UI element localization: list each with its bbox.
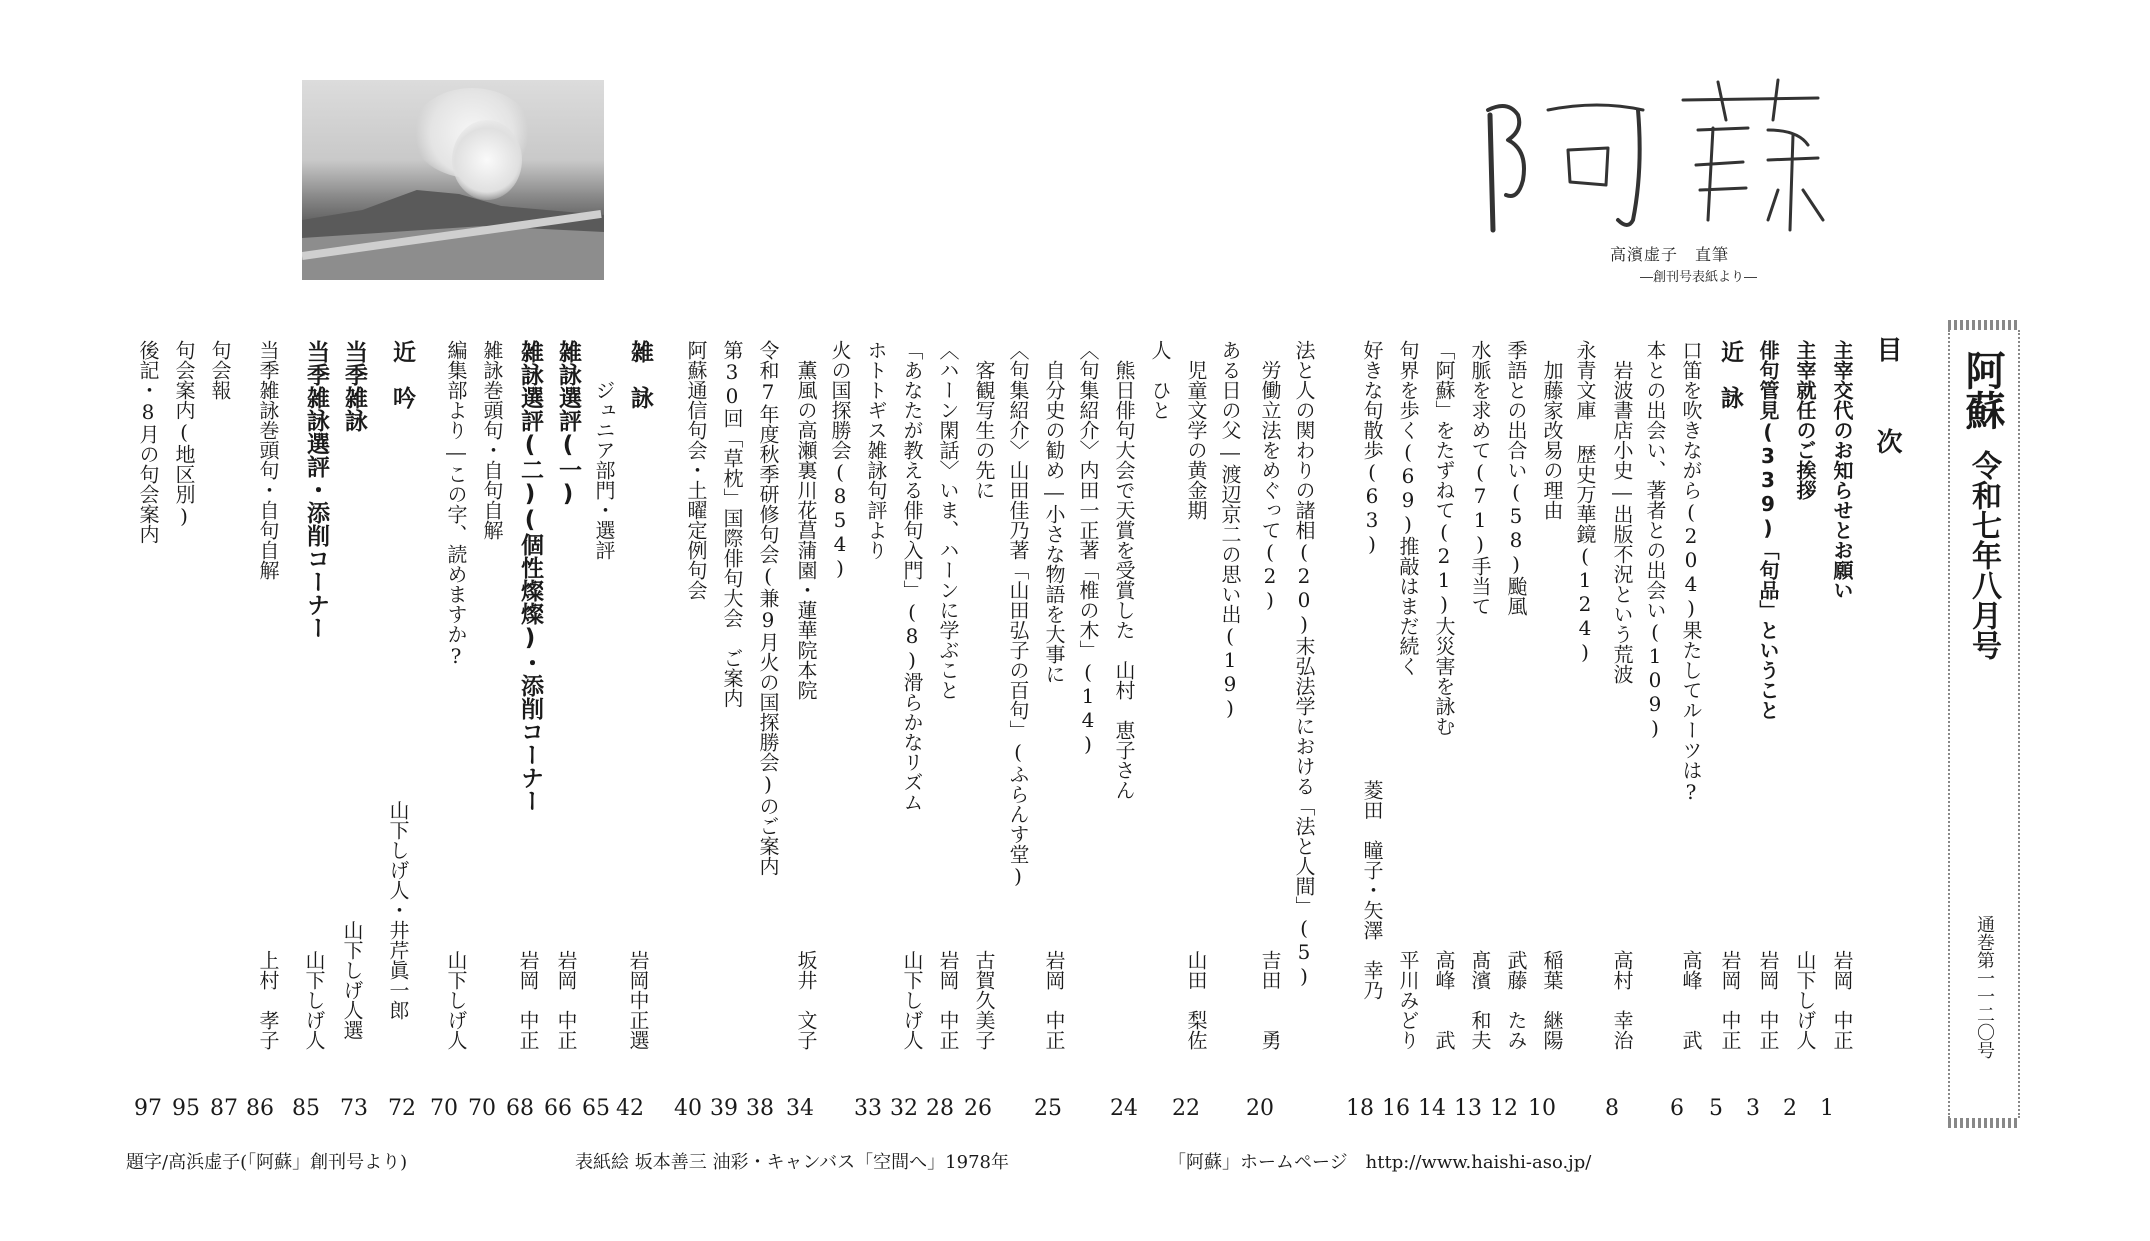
- page-number: 85: [292, 1096, 320, 1121]
- toc-author: 岩岡 中正: [554, 950, 578, 1050]
- toc-title[interactable]: 〈ハーン閑話〉いま、ハーンに学ぶこと: [936, 340, 960, 700]
- calligraphy-logo: [1468, 70, 1838, 240]
- page-number: 87: [210, 1096, 238, 1121]
- page-number: 42: [616, 1096, 644, 1121]
- toc-title[interactable]: 「阿蘇」をたずねて(21)大災害を詠む: [1432, 340, 1456, 736]
- page-number: 40: [674, 1096, 702, 1121]
- page-number: 18: [1346, 1096, 1374, 1121]
- toc-title[interactable]: 編集部より―この字、読めますか?: [444, 340, 468, 668]
- page-number: 26: [964, 1096, 992, 1121]
- toc-author: 山下しげ人・井芹眞一郎: [386, 800, 410, 1020]
- toc-author: 高峰 武: [1679, 950, 1703, 1050]
- page-number: 2: [1783, 1096, 1797, 1121]
- page-number: 10: [1528, 1096, 1556, 1121]
- issue-label: 令和七年八月号: [1966, 450, 2001, 660]
- page-number: 24: [1110, 1096, 1138, 1121]
- toc-author: 岩岡 中正: [1830, 950, 1854, 1050]
- toc-author: 髙濱 和夫: [1468, 950, 1492, 1050]
- toc-subtitle: 薫風の高瀬裏川花菖蒲園・蓮華院本院: [794, 360, 818, 700]
- toc-author: 岩岡 中正: [1756, 950, 1780, 1050]
- toc-author: 武藤 たみ: [1504, 950, 1528, 1050]
- page-number: 1: [1820, 1096, 1834, 1121]
- page-number: 12: [1490, 1096, 1518, 1121]
- page-number: 5: [1709, 1096, 1723, 1121]
- page-number: 68: [506, 1096, 534, 1121]
- toc-author: 岩岡 中正: [1042, 950, 1066, 1050]
- toc-author: 岩岡中正選: [626, 950, 650, 1050]
- toc-author: 菱田 瞳子・矢澤 幸乃: [1360, 780, 1384, 1000]
- toc-author: 吉田 勇: [1258, 950, 1282, 1050]
- toc-subtitle: ジュニア部門・選評: [592, 380, 616, 560]
- page-number: 95: [172, 1096, 200, 1121]
- toc-title[interactable]: 〈句集紹介〉内田一正著「椎の木」(14): [1076, 340, 1100, 756]
- toc-title[interactable]: ある日の父―渡辺京二の思い出(19): [1218, 340, 1242, 720]
- page-number: 70: [468, 1096, 496, 1121]
- toc-author: 山下しげ人: [1793, 950, 1817, 1050]
- logo-caption-source: ―創刊号表紙より―: [1640, 270, 1758, 285]
- toc-title[interactable]: 人 ひと: [1148, 340, 1172, 420]
- toc-title[interactable]: 主宰就任のご挨拶: [1793, 340, 1817, 500]
- toc-title[interactable]: 法と人の関わりの諸相(20)末弘法学における「法と人間」(5): [1292, 340, 1316, 988]
- page-number: 70: [430, 1096, 458, 1121]
- toc-author: 岩岡 中正: [1718, 950, 1742, 1050]
- logo-caption: 高濱虚子 直筆: [1610, 245, 1730, 264]
- toc-author: 平川みどり: [1396, 950, 1420, 1050]
- page-number: 3: [1746, 1096, 1760, 1121]
- toc-author: 山下しげ人: [900, 950, 924, 1050]
- toc-subtitle: 熊日俳句大会で天賞を受賞した 山村 恵子さん: [1112, 360, 1136, 800]
- toc-title[interactable]: 句会案内(地区別): [172, 340, 196, 528]
- toc-author: 高村 幸治: [1610, 950, 1634, 1050]
- page-number: 97: [134, 1096, 162, 1121]
- page-number: 32: [890, 1096, 918, 1121]
- footer-cover-credit: 表紙絵 坂本善三 油彩・キャンバス「空間へ」1978年: [575, 1152, 1009, 1173]
- toc-title[interactable]: ホトトギス雑詠句評より: [864, 340, 888, 560]
- page-number: 86: [246, 1096, 274, 1121]
- page-number: 72: [388, 1096, 416, 1121]
- page-number: 14: [1418, 1096, 1446, 1121]
- toc-title[interactable]: 本との出会い、著者との出会い(109): [1643, 340, 1667, 740]
- toc-subtitle: 児童文学の黄金期: [1184, 360, 1208, 520]
- toc-heading: 目 次: [1872, 336, 1902, 474]
- page-number: 25: [1034, 1096, 1062, 1121]
- page-number: 28: [926, 1096, 954, 1121]
- toc-title[interactable]: 当季雑詠: [341, 340, 367, 432]
- toc-title[interactable]: 「あなたが教える俳句入門」(8)滑らかなリズム: [900, 340, 924, 812]
- toc-subtitle: 加藤家改易の理由: [1540, 360, 1564, 520]
- page-number: 16: [1382, 1096, 1410, 1121]
- footer-title-credit: 題字/高浜虚子(「阿蘇」創刊号より): [126, 1152, 408, 1173]
- toc-title[interactable]: 火の国探勝会(854): [828, 340, 852, 580]
- page-number: 33: [854, 1096, 882, 1121]
- page-number: 22: [1172, 1096, 1200, 1121]
- toc-title[interactable]: 雑詠巻頭句・自句自解: [480, 340, 504, 540]
- page-number: 13: [1454, 1096, 1482, 1121]
- toc-author: 古賀久美子: [972, 950, 996, 1050]
- toc-author: 山田 梨佐: [1184, 950, 1208, 1050]
- toc-section-head[interactable]: 雑 詠: [627, 340, 653, 409]
- footer-homepage-link[interactable]: 「阿蘇」ホームページ http://www.haishi-aso.jp/: [1168, 1152, 1592, 1173]
- toc-author: 山下しげ人: [444, 950, 468, 1050]
- toc-title[interactable]: 阿蘇通信句会・土曜定例句会: [684, 340, 708, 600]
- toc-title[interactable]: 当季雑詠選評・添削コーナー: [303, 340, 329, 639]
- magazine-name: 阿蘇: [1959, 350, 2005, 430]
- toc-subtitle: 岩波書店小史―出版不況という荒波: [1610, 360, 1634, 684]
- toc-author: 山下しげ人: [302, 950, 326, 1050]
- toc-author: 上村 孝子: [256, 950, 280, 1050]
- toc-subtitle: 労働立法をめぐって(2): [1258, 360, 1282, 612]
- toc-author: 山下しげ人選: [340, 920, 364, 1040]
- toc-title[interactable]: 句界を歩く(69)推敲はまだ続く: [1396, 340, 1420, 676]
- toc-title[interactable]: 雑詠選評(一): [555, 340, 581, 507]
- page-number: 66: [544, 1096, 572, 1121]
- toc-title[interactable]: 永青文庫 歴史万華鏡(124): [1573, 340, 1597, 664]
- toc-title[interactable]: 令和7年度秋季研修句会(兼9月火の国探勝会)のご案内: [756, 340, 780, 876]
- toc-title[interactable]: 水脈を求めて(71)手当て: [1468, 340, 1492, 616]
- toc-title[interactable]: 後記・8月の句会案内: [136, 340, 160, 544]
- toc-title[interactable]: 好きな句散歩(63): [1360, 340, 1384, 556]
- page-number: 20: [1246, 1096, 1274, 1121]
- toc-title[interactable]: 雑詠選評(二)(個性燦燦)・添削コーナー: [517, 340, 543, 812]
- toc-title[interactable]: 季語との出合い(58)颱風: [1504, 340, 1528, 616]
- toc-title[interactable]: 主宰交代のお知らせとお願い: [1830, 340, 1854, 600]
- cover-photo-volcano: [302, 80, 604, 280]
- page-number: 38: [746, 1096, 774, 1121]
- serial-number: 通巻第一一二〇号: [1974, 915, 1995, 1059]
- page-number: 39: [710, 1096, 738, 1121]
- page-number: 73: [340, 1096, 368, 1121]
- toc-subtitle: 自分史の勧め―小さな物語を大事に: [1042, 360, 1066, 684]
- toc-author: 岩岡 中正: [936, 950, 960, 1050]
- toc-title[interactable]: 当季雑詠巻頭句・自句自解: [256, 340, 280, 580]
- page-number: 6: [1670, 1096, 1684, 1121]
- toc-author: 高峰 武: [1432, 950, 1456, 1050]
- toc-title[interactable]: 口笛を吹きながら(204)果たしてルーツは?: [1679, 340, 1703, 804]
- page-number: 34: [786, 1096, 814, 1121]
- toc-author: 坂井 文子: [794, 950, 818, 1050]
- page-number: 65: [582, 1096, 610, 1121]
- toc-title[interactable]: 俳句管見(339)「句品」ということ: [1756, 340, 1780, 720]
- toc-title[interactable]: 第30回「草枕」国際俳句大会 ご案内: [720, 340, 744, 708]
- toc-section-head[interactable]: 近 詠: [1717, 340, 1743, 409]
- toc-author: 岩岡 中正: [516, 950, 540, 1050]
- toc-title[interactable]: 句会報: [208, 340, 232, 400]
- toc-author: 稲葉 継陽: [1540, 950, 1564, 1050]
- page-number: 8: [1605, 1096, 1619, 1121]
- toc-section-head[interactable]: 近 吟: [389, 340, 415, 409]
- toc-subtitle: 客観写生の先に: [972, 360, 996, 500]
- toc-title[interactable]: 〈句集紹介〉山田佳乃著「山田弘子の百句」(ふらんす堂): [1006, 340, 1030, 888]
